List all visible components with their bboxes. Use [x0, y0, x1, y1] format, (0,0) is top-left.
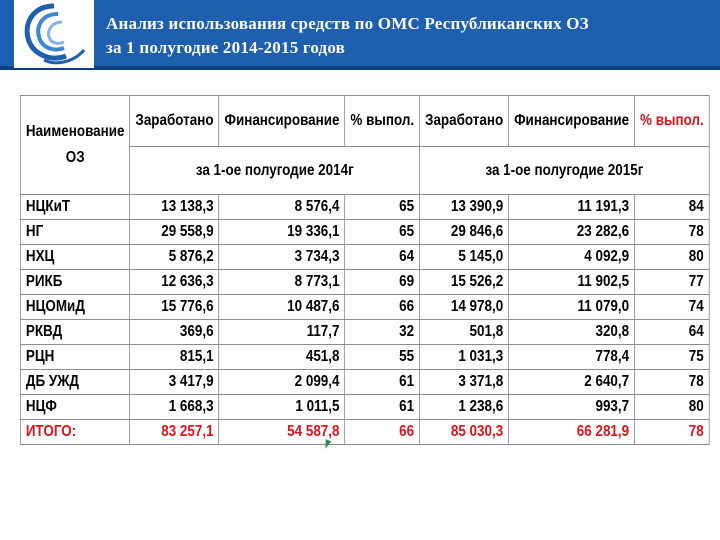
cell-earned-2014: 1 668,3: [130, 395, 219, 420]
swirl-logo-icon: [14, 0, 94, 68]
cell-pct-2014: 65: [345, 220, 420, 245]
cell-funded-2014: 19 336,1: [219, 220, 345, 245]
cell-funded-2015: 4 092,9: [509, 245, 635, 270]
cell-funded-2014: 451,8: [219, 345, 345, 370]
cell-earned-2014: 29 558,9: [130, 220, 219, 245]
cell-pct-2014: 32: [345, 320, 420, 345]
table-row: [20, 295, 709, 320]
tick-mark-icon: [323, 439, 332, 450]
row-name: НЦФ: [20, 395, 130, 420]
cell-earned-2015: 3 371,8: [420, 370, 509, 395]
cell-funded-2015: 2 640,7: [509, 370, 635, 395]
total-earned-2015: 85 030,3: [420, 420, 509, 445]
total-row: [20, 420, 709, 445]
cell-funded-2014: 8 773,1: [219, 270, 345, 295]
row-name: ДБ УЖД: [20, 370, 130, 395]
cell-pct-2014: 69: [345, 270, 420, 295]
cell-funded-2014: 10 487,6: [219, 295, 345, 320]
cell-pct-2015: 80: [635, 245, 710, 270]
col-header-funded-2015: Финансирование: [509, 96, 635, 147]
cell-pct-2014: 61: [345, 395, 420, 420]
cell-earned-2015: 14 978,0: [420, 295, 509, 320]
cell-earned-2014: 3 417,9: [130, 370, 219, 395]
cell-funded-2015: 23 282,6: [509, 220, 635, 245]
total-funded-2014: 54 587,8: [219, 420, 345, 445]
cell-funded-2014: 1 011,5: [219, 395, 345, 420]
table-row: [20, 245, 709, 270]
cell-funded-2015: 320,8: [509, 320, 635, 345]
cell-pct-2015: 64: [635, 320, 710, 345]
cell-earned-2014: 815,1: [130, 345, 219, 370]
table-row: [20, 220, 709, 245]
cell-earned-2015: 5 145,0: [420, 245, 509, 270]
col-header-pct-2014: % выпол.: [345, 96, 420, 147]
cell-pct-2015: 74: [635, 295, 710, 320]
row-name: НЦКиТ: [20, 195, 130, 220]
table-row: [20, 195, 709, 220]
cell-earned-2015: 501,8: [420, 320, 509, 345]
col-header-earned-2014: Заработано: [130, 96, 219, 147]
cell-earned-2014: 13 138,3: [130, 195, 219, 220]
cell-earned-2015: 29 846,6: [420, 220, 509, 245]
row-name: НХЦ: [20, 245, 130, 270]
table-row: [20, 270, 709, 295]
cell-funded-2015: 11 079,0: [509, 295, 635, 320]
cell-funded-2015: 11 902,5: [509, 270, 635, 295]
cell-earned-2014: 15 776,6: [130, 295, 219, 320]
cell-earned-2015: 13 390,9: [420, 195, 509, 220]
cell-pct-2015: 80: [635, 395, 710, 420]
cell-earned-2015: 15 526,2: [420, 270, 509, 295]
cell-pct-2015: 78: [635, 370, 710, 395]
oms-funds-table: [20, 95, 710, 445]
period-2014: за 1-ое полугодие 2014г: [130, 147, 420, 195]
cell-earned-2014: 5 876,2: [130, 245, 219, 270]
title-line-2: за 1 полугодие 2014-2015 годов: [106, 38, 346, 57]
row-name: РЦН: [20, 345, 130, 370]
title-line-1: Анализ использования средств по ОМС Республиканских ОЗ: [106, 14, 589, 33]
table-row: [20, 320, 709, 345]
total-pct-2015: 78: [635, 420, 710, 445]
period-2015: за 1-ое полугодие 2015г: [420, 147, 710, 195]
table-row: [20, 345, 709, 370]
cell-funded-2014: 117,7: [219, 320, 345, 345]
page-title: [106, 12, 589, 60]
table-body: [20, 195, 709, 420]
cell-earned-2014: 369,6: [130, 320, 219, 345]
col-header-funded-2014: Финансирование: [219, 96, 345, 147]
cell-pct-2015: 78: [635, 220, 710, 245]
table-row: [20, 370, 709, 395]
cell-funded-2015: 11 191,3: [509, 195, 635, 220]
cell-funded-2014: 3 734,3: [219, 245, 345, 270]
cell-pct-2014: 61: [345, 370, 420, 395]
col-header-name: Наименование ОЗ: [20, 96, 130, 195]
total-pct-2014: 66: [345, 420, 420, 445]
cell-earned-2015: 1 031,3: [420, 345, 509, 370]
row-name: НЦОМиД: [20, 295, 130, 320]
cell-pct-2014: 64: [345, 245, 420, 270]
total-funded-2015: 66 281,9: [509, 420, 635, 445]
cell-funded-2015: 993,7: [509, 395, 635, 420]
header-divider: [0, 66, 720, 70]
cell-earned-2014: 12 636,3: [130, 270, 219, 295]
header-row: [20, 96, 709, 147]
logo: [14, 0, 94, 68]
cell-pct-2015: 75: [635, 345, 710, 370]
cell-funded-2015: 778,4: [509, 345, 635, 370]
row-name: НГ: [20, 220, 130, 245]
cell-pct-2015: 84: [635, 195, 710, 220]
total-earned-2014: 83 257,1: [130, 420, 219, 445]
cell-funded-2014: 8 576,4: [219, 195, 345, 220]
cell-pct-2014: 55: [345, 345, 420, 370]
col-header-pct-2015: % выпол.: [635, 96, 710, 147]
table-row: [20, 395, 709, 420]
cell-pct-2015: 77: [635, 270, 710, 295]
cell-pct-2014: 65: [345, 195, 420, 220]
row-name: РКВД: [20, 320, 130, 345]
col-header-earned-2015: Заработано: [420, 96, 509, 147]
row-name: РИКБ: [20, 270, 130, 295]
cell-pct-2014: 66: [345, 295, 420, 320]
total-label: ИТОГО:: [20, 420, 130, 445]
cell-funded-2014: 2 099,4: [219, 370, 345, 395]
cell-earned-2015: 1 238,6: [420, 395, 509, 420]
